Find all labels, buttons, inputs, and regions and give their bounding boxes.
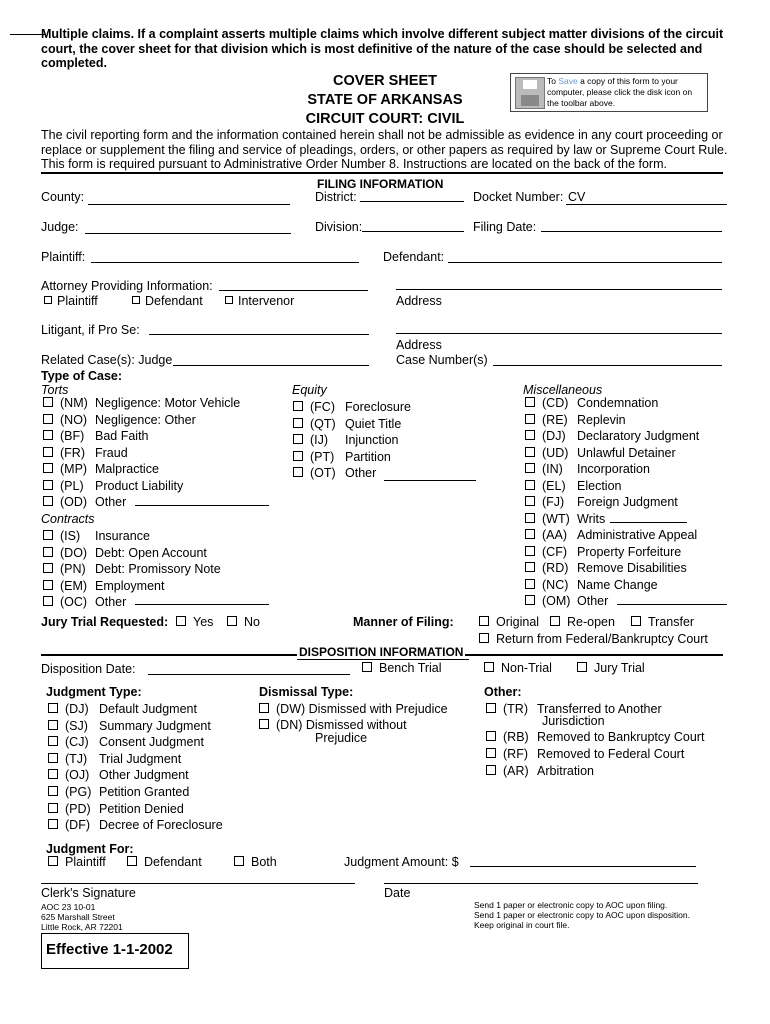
case-code: (NO) xyxy=(60,412,88,427)
attorney-intervenor-option[interactable]: Intervenor xyxy=(225,294,294,309)
district-label: District: xyxy=(315,190,357,204)
case-code: (DO) xyxy=(60,545,88,560)
torts-other-field[interactable] xyxy=(135,505,269,506)
case-label: Product Liability xyxy=(95,478,184,493)
misc-wt-option[interactable] xyxy=(525,512,605,527)
case-code: (FC) xyxy=(310,400,335,414)
date-label: Date xyxy=(384,886,411,900)
checkbox-icon xyxy=(43,430,53,440)
case-code: (FR) xyxy=(60,445,85,460)
case-label: Employment xyxy=(95,578,165,593)
checkbox-icon xyxy=(127,856,137,866)
checkbox-icon xyxy=(486,748,496,758)
case-label: Other Judgment xyxy=(99,768,189,783)
case-label: Remove Disabilities xyxy=(577,561,687,575)
contracts-other-field[interactable] xyxy=(135,604,269,605)
case-label: Partition xyxy=(345,449,391,464)
checkbox-icon xyxy=(43,480,53,490)
jury-trial-option[interactable]: Jury Trial xyxy=(577,661,645,676)
litigant-address-field[interactable] xyxy=(396,333,722,334)
address2-label: Address xyxy=(396,338,442,352)
case-label: Bad Faith xyxy=(95,429,149,443)
case-numbers-field[interactable] xyxy=(493,365,722,366)
contracts-pn-option[interactable] xyxy=(43,562,221,577)
case-code: (PL) xyxy=(60,478,84,493)
judgment-amount-label: Judgment Amount: $ xyxy=(344,855,459,869)
send-disposition-note: Send 1 paper or electronic copy to AOC upon disposition. xyxy=(474,910,690,920)
case-label: Other xyxy=(345,466,377,480)
judgment-for-plaintiff-option[interactable]: Plaintiff xyxy=(48,855,106,870)
save-tip-text: To Save a copy of this form to your computer, please click the disk icon on the toolbar above. xyxy=(547,76,693,108)
jury-no-option[interactable]: No xyxy=(227,615,260,630)
save-highlight: Save xyxy=(558,76,578,86)
equity-pt-option[interactable] xyxy=(293,450,391,465)
case-label: Quiet Title xyxy=(345,416,402,431)
checkbox-icon xyxy=(525,562,535,572)
case-label: Insurance xyxy=(95,529,150,543)
checkbox-icon xyxy=(631,616,641,626)
case-label: Malpractice xyxy=(95,462,159,476)
county-label: County: xyxy=(41,190,85,204)
misc-re-option[interactable] xyxy=(525,413,626,428)
rule-filing-top xyxy=(41,172,723,174)
checkbox-icon xyxy=(43,496,53,506)
title-court: CIRCUIT COURT: CIVIL xyxy=(305,111,465,127)
checkbox-icon xyxy=(486,703,496,713)
checkbox-icon xyxy=(525,414,535,424)
equity-qt-option[interactable] xyxy=(293,417,401,432)
checkbox-icon xyxy=(43,547,53,557)
checkbox-icon xyxy=(259,719,269,729)
case-label: Foreclosure xyxy=(345,400,411,414)
case-label: Summary Judgment xyxy=(99,718,211,733)
case-code: (OT) xyxy=(310,466,336,480)
checkbox-icon xyxy=(43,397,53,407)
case-code: (PN) xyxy=(60,562,86,576)
judgment-df-option[interactable] xyxy=(48,818,223,833)
case-numbers-label: Case Number(s) xyxy=(396,353,488,367)
judgment-amount-field[interactable] xyxy=(470,866,696,867)
misc-aa-option[interactable] xyxy=(525,528,697,543)
judgment-for-heading: Judgment For: xyxy=(46,842,134,856)
checkbox-icon xyxy=(525,480,535,490)
checkbox-icon xyxy=(48,803,58,813)
checkbox-icon xyxy=(525,430,535,440)
case-code: (AA) xyxy=(542,528,567,542)
litigant-field[interactable] xyxy=(149,334,369,335)
judgment-for-both-option[interactable]: Both xyxy=(234,855,277,870)
other-rb-option[interactable]: (RB) Removed to Bankruptcy Court xyxy=(486,730,704,745)
case-label: Other xyxy=(95,495,127,509)
misc-dj-option[interactable] xyxy=(525,429,699,444)
effective-date: Effective 1-1-2002 xyxy=(46,941,173,958)
checkbox-icon xyxy=(550,616,560,626)
case-code: (CD) xyxy=(542,396,569,410)
case-code: (TJ) xyxy=(65,751,88,766)
checkbox-icon xyxy=(132,296,140,304)
case-label: Writs xyxy=(577,511,606,526)
checkbox-icon xyxy=(525,447,535,457)
checkbox-icon xyxy=(525,546,535,556)
checkbox-icon xyxy=(48,769,58,779)
case-code: (SJ) xyxy=(65,718,88,733)
docket-value: CV xyxy=(568,190,586,204)
checkbox-icon xyxy=(486,731,496,741)
checkbox-icon xyxy=(48,856,58,866)
docket-label: Docket Number: xyxy=(473,190,564,204)
other-tr-label-cont: Jurisdiction xyxy=(542,714,605,728)
misc-om-option[interactable] xyxy=(525,594,608,609)
checkbox-icon xyxy=(48,753,58,763)
torts-od-option[interactable] xyxy=(43,495,126,510)
case-code: (NC) xyxy=(542,577,569,592)
checkbox-icon xyxy=(225,296,233,304)
effective-box xyxy=(41,933,189,969)
checkbox-icon xyxy=(227,616,237,626)
case-code: (CJ) xyxy=(65,735,89,750)
case-code: (NM) xyxy=(60,396,88,410)
aoc-form-number: AOC 23 10-01 xyxy=(41,902,96,912)
plaintiff-label: Plaintiff: xyxy=(41,250,86,264)
case-code: (OD) xyxy=(60,495,88,509)
multiple-claims-notice: Multiple claims. If a complaint asserts multiple claims which involve different subject matter divisions of the circuit court, the cover sheet for that division which is most definitive of the nature of the case should be selected and completed. xyxy=(41,27,724,70)
manner-reopen-option[interactable]: Re-open xyxy=(550,615,615,630)
disk-icon[interactable] xyxy=(515,77,545,109)
torts-fr-option[interactable] xyxy=(43,446,128,461)
misc-el-option[interactable] xyxy=(525,479,621,494)
checkbox-icon xyxy=(525,513,535,523)
case-code: (CF) xyxy=(542,544,567,559)
checkbox-icon xyxy=(293,401,303,411)
disposition-heading: DISPOSITION INFORMATION xyxy=(299,645,464,659)
judgment-dj-option[interactable] xyxy=(48,702,197,717)
case-label: Foreign Judgment xyxy=(577,495,678,509)
case-label: Other xyxy=(577,594,609,608)
clerk-signature-label: Clerk's Signature xyxy=(41,886,136,900)
related-judge-field[interactable] xyxy=(173,365,369,366)
case-code: (UD) xyxy=(542,445,569,460)
torts-bf-option[interactable] xyxy=(43,429,149,444)
case-label: Trial Judgment xyxy=(99,751,182,766)
checkbox-icon xyxy=(293,451,303,461)
case-code: (RD) xyxy=(542,561,569,575)
equity-heading: Equity xyxy=(292,383,327,397)
manner-return-option[interactable]: Return from Federal/Bankruptcy Court xyxy=(479,632,708,647)
checkbox-icon xyxy=(43,530,53,540)
judgment-oj-option[interactable] xyxy=(48,768,189,783)
case-label: Other xyxy=(95,595,127,609)
disposition-date-field[interactable] xyxy=(148,674,350,675)
case-code: (WT) xyxy=(542,511,570,526)
checkbox-icon xyxy=(43,447,53,457)
case-code: (PD) xyxy=(65,801,91,816)
equity-fc-option[interactable] xyxy=(293,400,411,415)
misc-cd-option[interactable] xyxy=(525,396,658,411)
jury-trial-label: Jury Trial Requested: xyxy=(41,615,169,629)
litigant-label: Litigant, if Pro Se: xyxy=(41,323,140,337)
misc-heading: Miscellaneous xyxy=(523,383,603,397)
torts-nm-option[interactable] xyxy=(43,396,240,411)
case-code: (EL) xyxy=(542,478,566,493)
other-heading: Other: xyxy=(484,685,522,699)
case-code: (QT) xyxy=(310,416,336,431)
county-field[interactable] xyxy=(88,204,290,205)
checkbox-icon xyxy=(525,463,535,473)
checkbox-icon xyxy=(293,434,303,444)
judge-label: Judge: xyxy=(41,220,79,234)
checkbox-icon xyxy=(48,786,58,796)
misc-nc-option[interactable] xyxy=(525,578,658,593)
date-field[interactable] xyxy=(384,883,698,884)
equity-ot-option[interactable] xyxy=(293,466,376,481)
case-label: Consent Judgment xyxy=(99,735,204,750)
checkbox-icon xyxy=(293,467,303,477)
aoc-address-line1: 625 Marshall Street xyxy=(41,912,115,922)
case-code: (OC) xyxy=(60,595,88,609)
jury-yes-option[interactable]: Yes xyxy=(176,615,213,630)
checkbox-icon xyxy=(43,463,53,473)
non-trial-option[interactable]: Non-Trial xyxy=(484,661,552,676)
checkbox-icon xyxy=(525,579,535,589)
attorney-label: Attorney Providing Information: xyxy=(41,279,213,293)
checkbox-icon xyxy=(176,616,186,626)
case-code: (MP) xyxy=(60,462,88,476)
checkbox-icon xyxy=(484,662,494,672)
aoc-address-line2: Little Rock, AR 72201 xyxy=(41,922,123,932)
attorney-defendant-option[interactable]: Defendant xyxy=(132,294,203,309)
case-label: Name Change xyxy=(577,577,658,592)
judgment-type-heading: Judgment Type: xyxy=(46,685,142,699)
judgment-sj-option[interactable] xyxy=(48,719,211,734)
filing-date-label: Filing Date: xyxy=(473,220,537,234)
case-code: (BF) xyxy=(60,429,85,443)
contracts-heading: Contracts xyxy=(41,512,95,526)
case-code: (OM) xyxy=(542,594,571,608)
contracts-em-option[interactable] xyxy=(43,579,164,594)
case-label: Decree of Foreclosure xyxy=(99,818,223,833)
case-label: Condemnation xyxy=(577,396,659,410)
torts-no-option[interactable] xyxy=(43,413,196,428)
case-label: Negligence: Other xyxy=(95,412,196,427)
case-code: (PG) xyxy=(65,785,92,799)
torts-mp-option[interactable] xyxy=(43,462,159,477)
contracts-oc-option[interactable] xyxy=(43,595,126,610)
case-code: (RE) xyxy=(542,412,568,427)
case-label: Administrative Appeal xyxy=(577,528,698,542)
case-label: Fraud xyxy=(95,445,128,460)
checkbox-icon xyxy=(362,662,372,672)
related-label: Related Case(s): Judge xyxy=(41,353,173,367)
case-label: Debt: Promissory Note xyxy=(95,562,221,576)
dismissal-dn-option[interactable]: (DN) Dismissed without xyxy=(259,718,407,733)
dismissal-dn-label-cont: Prejudice xyxy=(315,731,368,745)
case-label: Injunction xyxy=(345,433,399,447)
division-label: Division: xyxy=(315,220,363,234)
checkbox-icon xyxy=(525,529,535,539)
checkbox-icon xyxy=(525,397,535,407)
judge-field[interactable] xyxy=(85,233,291,234)
contracts-is-option[interactable] xyxy=(43,529,150,544)
checkbox-icon xyxy=(234,856,244,866)
equity-other-field[interactable] xyxy=(384,480,476,481)
case-code: (EM) xyxy=(60,578,88,593)
manner-of-filing-label: Manner of Filing: xyxy=(353,615,454,629)
checkbox-icon xyxy=(525,595,535,605)
case-label: Property Forfeiture xyxy=(577,544,682,559)
keep-original-note: Keep original in court file. xyxy=(474,920,570,930)
misc-fj-option[interactable] xyxy=(525,495,678,510)
case-label: Negligence: Motor Vehicle xyxy=(95,396,241,410)
case-code: (OJ) xyxy=(65,768,90,783)
checkbox-icon xyxy=(479,616,489,626)
checkbox-icon xyxy=(577,662,587,672)
contracts-do-option[interactable] xyxy=(43,546,207,561)
case-label: Default Judgment xyxy=(99,702,197,716)
dismissal-heading: Dismissal Type: xyxy=(259,685,354,699)
case-code: (IS) xyxy=(60,529,81,543)
address-label: Address xyxy=(396,294,442,308)
save-tip-box xyxy=(510,73,708,112)
case-label: Petition Granted xyxy=(99,785,190,799)
judgment-tj-option[interactable] xyxy=(48,752,181,767)
other-ar-option[interactable]: (AR) Arbitration xyxy=(486,764,594,779)
case-label: Incorporation xyxy=(577,462,650,476)
case-code: (DJ) xyxy=(65,702,89,716)
misc-ud-option[interactable] xyxy=(525,446,676,461)
case-code: (FJ) xyxy=(542,495,565,509)
checkbox-icon xyxy=(293,418,303,428)
attorney-address-field[interactable] xyxy=(396,289,722,290)
misc-in-option[interactable] xyxy=(525,462,650,477)
defendant-label: Defendant: xyxy=(383,250,445,264)
dismissal-dw-option[interactable]: (DW) Dismissed with Prejudice xyxy=(259,702,448,717)
title-state: STATE OF ARKANSAS xyxy=(307,92,463,108)
judgment-cj-option[interactable] xyxy=(48,735,204,750)
case-code: (IN) xyxy=(542,462,563,476)
other-tr-option[interactable]: (TR) Transferred to Another xyxy=(486,702,662,717)
checkbox-icon xyxy=(48,736,58,746)
misc-other-field[interactable] xyxy=(617,604,727,605)
defendant-field[interactable] xyxy=(448,262,722,263)
manner-original-option[interactable]: Original xyxy=(479,615,539,630)
case-code: (DJ) xyxy=(542,429,566,443)
judgment-pd-option[interactable] xyxy=(48,802,184,817)
attorney-field[interactable] xyxy=(219,290,368,291)
title-cover-sheet: COVER SHEET xyxy=(333,73,437,89)
type-of-case-heading: Type of Case: xyxy=(41,369,123,383)
misc-rd-option[interactable] xyxy=(525,561,687,576)
plaintiff-field[interactable] xyxy=(91,262,359,263)
checkbox-icon xyxy=(44,296,52,304)
send-filing-note: Send 1 paper or electronic copy to AOC upon filing. xyxy=(474,900,668,910)
division-field[interactable] xyxy=(362,231,464,232)
misc-cf-option[interactable] xyxy=(525,545,681,560)
checkbox-icon xyxy=(48,819,58,829)
disposition-heading-underline xyxy=(297,659,469,660)
checkbox-icon xyxy=(525,496,535,506)
case-label: Election xyxy=(577,478,622,493)
district-field[interactable] xyxy=(360,201,464,202)
case-code: (PT) xyxy=(310,449,335,464)
disposition-date-label: Disposition Date: xyxy=(41,662,136,676)
checkbox-icon xyxy=(479,633,489,643)
judgment-pg-option[interactable] xyxy=(48,785,189,800)
filing-info-heading: FILING INFORMATION xyxy=(317,177,444,191)
checkbox-icon xyxy=(43,414,53,424)
manner-transfer-option[interactable]: Transfer xyxy=(631,615,694,630)
filing-date-field[interactable] xyxy=(541,231,722,232)
torts-heading: Torts xyxy=(41,383,69,397)
case-code: (IJ) xyxy=(310,433,329,447)
clerk-signature-field[interactable] xyxy=(41,883,355,884)
attorney-plaintiff-option[interactable]: Plaintiff xyxy=(44,294,98,309)
intro-paragraph: The civil reporting form and the information contained herein shall not be admissible as evidence in any court proceeding or replace or supplement the filing and service of pleadings, orders, or other papers as required by law or Supreme Court Rule. This form is required pursuant to Administrative Order Number 8. Instructions are located on the back of the form. xyxy=(41,128,728,171)
checkbox-icon xyxy=(43,596,53,606)
checkbox-icon xyxy=(486,765,496,775)
case-code: (DF) xyxy=(65,818,90,833)
case-label: Debt: Open Account xyxy=(95,545,207,560)
equity-ij-option[interactable] xyxy=(293,433,399,448)
docket-field[interactable] xyxy=(566,204,727,205)
case-label: Unlawful Detainer xyxy=(577,445,676,460)
checkbox-icon xyxy=(48,720,58,730)
torts-pl-option[interactable] xyxy=(43,479,183,494)
bench-trial-option[interactable]: Bench Trial xyxy=(362,661,442,676)
judgment-for-defendant-option[interactable]: Defendant xyxy=(127,855,202,870)
case-label: Replevin xyxy=(577,412,626,427)
case-label: Declaratory Judgment xyxy=(577,429,700,443)
checkbox-icon xyxy=(43,563,53,573)
other-rf-option[interactable]: (RF) Removed to Federal Court xyxy=(486,747,684,762)
case-label: Petition Denied xyxy=(99,801,184,816)
writs-field[interactable] xyxy=(610,522,687,523)
checkbox-icon xyxy=(43,580,53,590)
checkbox-icon xyxy=(259,703,269,713)
checkbox-icon xyxy=(48,703,58,713)
